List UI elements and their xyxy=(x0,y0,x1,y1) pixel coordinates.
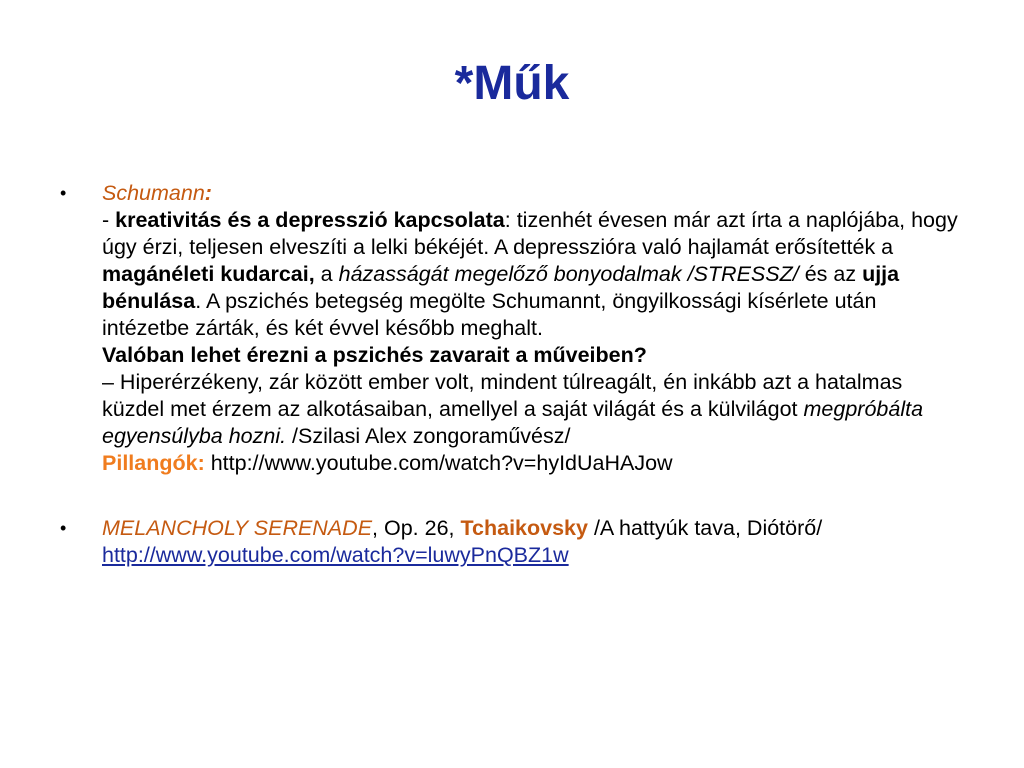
piece-label-pillangok: Pillangók: xyxy=(102,451,205,475)
slide-content xyxy=(60,180,965,569)
dash: - xyxy=(102,208,116,232)
question-text: Valóban lehet érezni a pszichés zavarait a műveiben? xyxy=(102,343,647,367)
slide-title: *Műk xyxy=(454,57,570,110)
bold-text-2: ujja bénulása xyxy=(102,262,900,313)
composer-colon: : xyxy=(204,181,212,205)
body-text-1: : tizenhét évesen már azt írta a naplójába, hogy úgy érzi, teljesen elveszíti a lelki békéjét. A depresszióra való hajlamát erősítették a xyxy=(102,208,958,259)
bullet-dot: • xyxy=(60,183,67,203)
bullet-dot: • xyxy=(60,518,67,538)
body-text-4: . A pszichés betegség megölte Schumannt, öngyilkossági kísérlete után intézetbe zárták, és két évvel később meghalt. xyxy=(102,289,877,340)
body-text-3: és az xyxy=(798,262,863,286)
works-text: /A hattyúk tava, Diótörő/ xyxy=(587,516,823,540)
answer-italic: megpróbálta egyensúlyba hozni. xyxy=(102,397,924,448)
body-text-2: a xyxy=(314,262,339,286)
piece-url-pillangok: http://www.youtube.com/watch?v=hyIdUaHAJow xyxy=(204,451,673,475)
bullet-schumann xyxy=(60,180,965,477)
topic-text: kreativitás és a depresszió kapcsolata xyxy=(115,208,505,232)
answer-text-1: – Hiperérzékeny, zár között ember volt, mindent túlreagált, én inkább azt a hatalmas küzdel met érzem az alkotásaiban, amellyel a saját világát és a külvilágot xyxy=(102,370,903,421)
youtube-link[interactable]: http://www.youtube.com/watch?v=luwyPnQBZ1w xyxy=(102,543,569,567)
answer-text-2: /Szilasi Alex zongoraművész/ xyxy=(286,424,571,448)
opus-text: , Op. 26, xyxy=(372,516,461,540)
composer-name-schumann: Schumann xyxy=(102,181,205,205)
composer-name-tchaikovsky: Tchaikovsky xyxy=(460,516,588,540)
bullet-tchaikovsky xyxy=(60,515,965,569)
bold-text-1: magánéleti kudarcai, xyxy=(102,262,315,286)
piece-title-melancholy: MELANCHOLY SERENADE xyxy=(102,516,373,540)
italic-text-1: házasságát megelőző bonyodalmak /STRESSZ/ xyxy=(338,262,799,286)
